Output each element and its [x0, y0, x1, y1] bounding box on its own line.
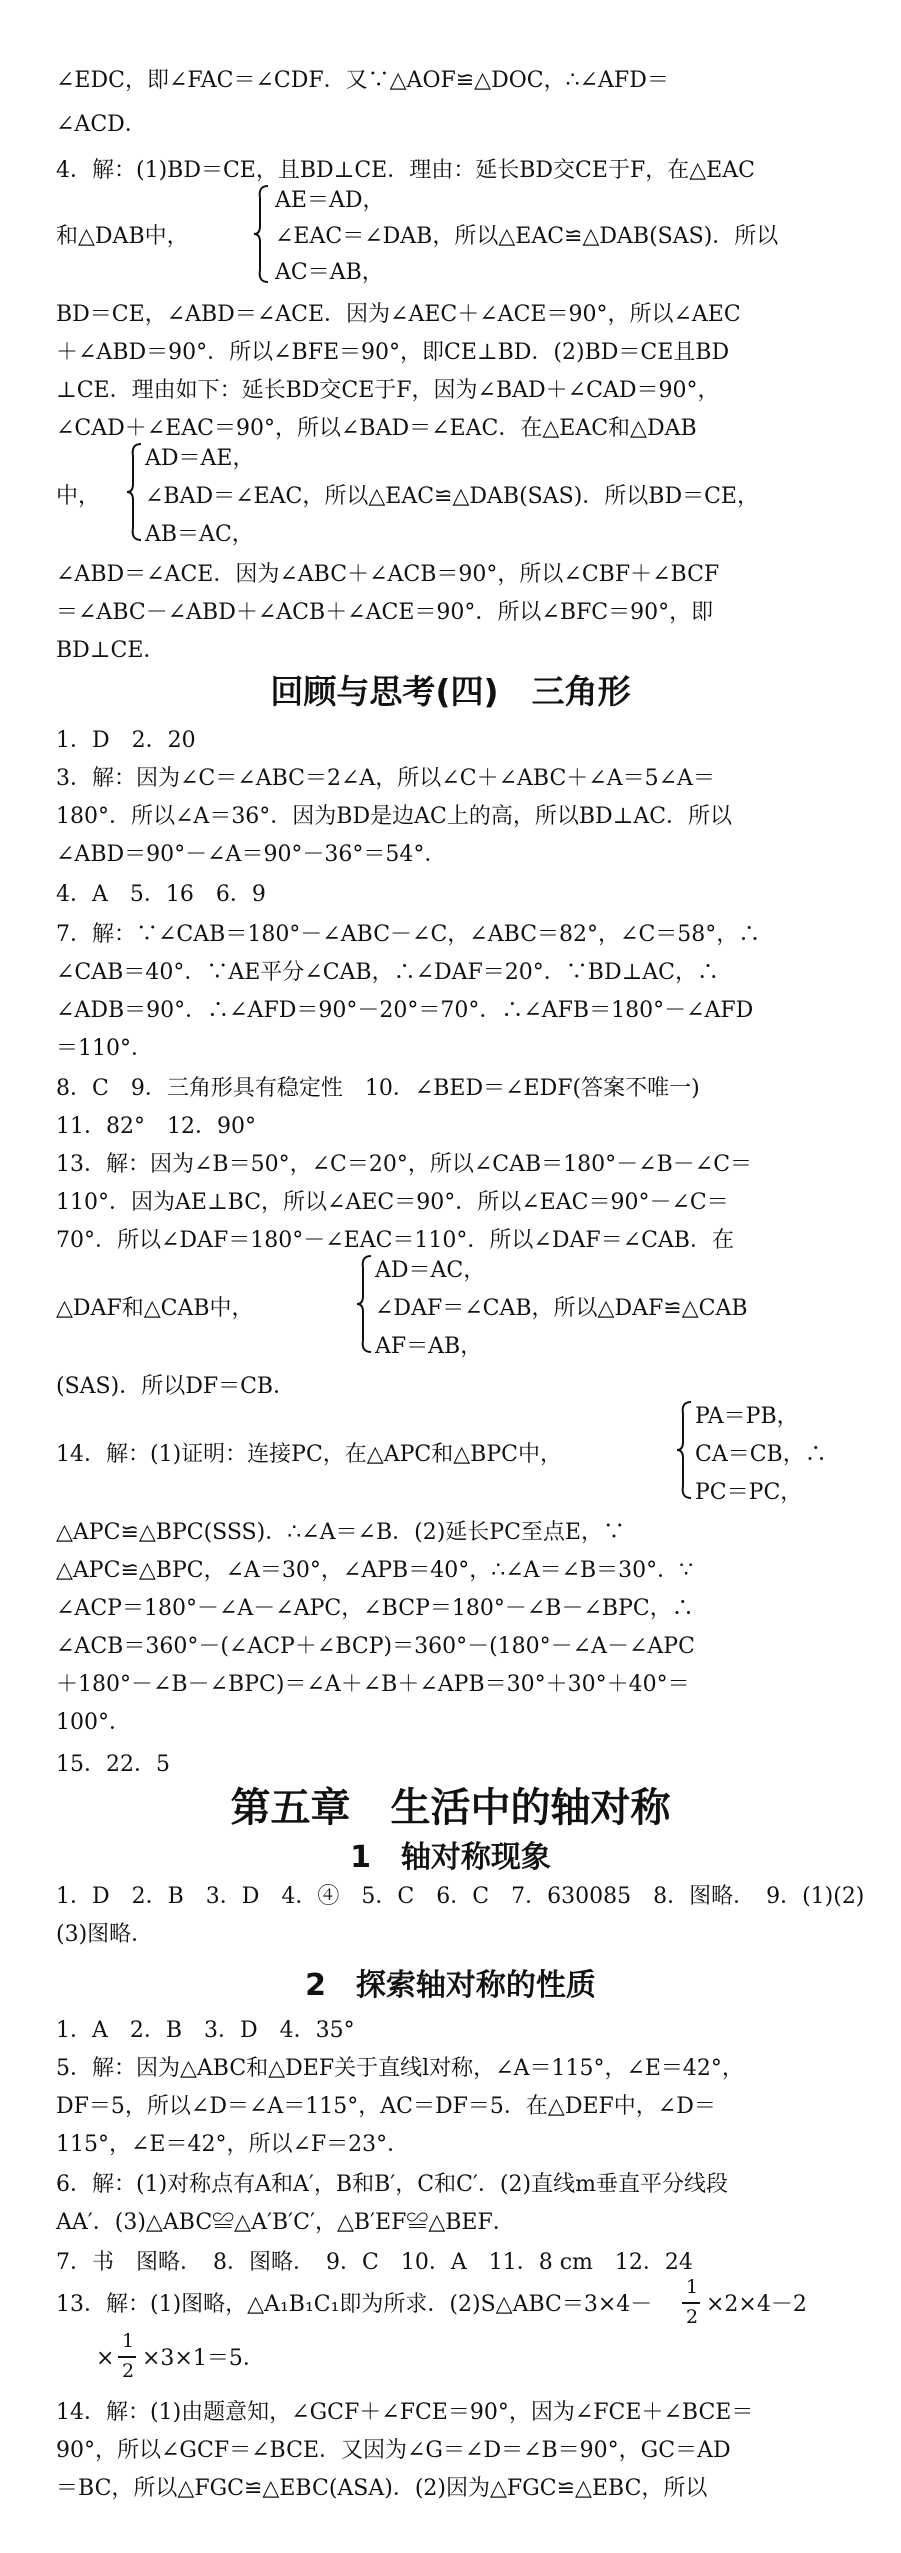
- text-line: 6．解：(1)对称点有A和A′，B和B′，C和C′．(2)直线m垂直平分线段: [56, 2172, 728, 2197]
- text-line: 15．22．5: [56, 1752, 170, 1777]
- text-line: (3)图略．: [56, 1922, 154, 1947]
- text-line: AE＝AD，: [275, 188, 385, 213]
- text-line: BD⊥CE．: [56, 638, 166, 663]
- text-line: 14．解：(1)证明：连接PC，在△APC和△BPC中，: [56, 1442, 562, 1467]
- text-line: ＋∠ABD＝90°．所以∠BFE＝90°，即CE⊥BD．(2)BD＝CE且BD: [56, 340, 730, 365]
- text-line: 90°，所以∠GCF＝∠BCE．又因为∠G＝∠D＝∠B＝90°，GC＝AD: [56, 2438, 731, 2463]
- section-heading: 回顾与思考(四) 三角形: [270, 672, 631, 711]
- text-line: 7．解：∵∠CAB＝180°－∠ABC－∠C，∠ABC＝82°，∠C＝58°，∴: [56, 922, 761, 947]
- text-line: CA＝CB，∴: [695, 1442, 827, 1467]
- text-line: AF＝AB，: [375, 1334, 483, 1359]
- text-line: △APC≌△BPC(SSS)．∴∠A＝∠B．(2)延长PC至点E，∵: [56, 1520, 625, 1545]
- text-line: ∠EDC，即∠FAC＝∠CDF．又∵△AOF≌△DOC，∴∠AFD＝: [56, 68, 669, 93]
- brace-icon: [125, 442, 145, 542]
- text-line: 3．解：因为∠C＝∠ABC＝2∠A，所以∠C＋∠ABC＋∠A＝5∠A＝: [56, 766, 715, 791]
- text-line: 中，: [56, 484, 101, 509]
- chapter-heading: 第五章 生活中的轴对称: [230, 1785, 671, 1831]
- text-line: ∠DAF＝∠CAB，所以△DAF≌△CAB: [375, 1296, 748, 1321]
- text-line: ∠EAC＝∠DAB，所以△EAC≌△DAB(SAS)．所以: [275, 224, 779, 249]
- text-line: PA＝PB，: [695, 1404, 799, 1429]
- section-heading: 2 探索轴对称的性质: [305, 1968, 596, 2003]
- text-line: ＋180°－∠B－∠BPC)＝∠A＋∠B＋∠APB＝30°＋30°＋40°＝: [56, 1672, 690, 1697]
- text-line: 115°，∠E＝42°，所以∠F＝23°．: [56, 2132, 410, 2157]
- text-line: AB＝AC，: [145, 522, 254, 547]
- fraction-numerator: 1: [122, 2330, 135, 2352]
- text-line: △APC≌△BPC，∠A＝30°，∠APB＝40°，∴∠A＝∠B＝30°．∵: [56, 1558, 694, 1583]
- text-line: 5．解：因为△ABC和△DEF关于直线l对称，∠A＝115°，∠E＝42°，: [56, 2056, 744, 2081]
- text-line: 8．C 9．三角形具有稳定性 10．∠BED＝∠EDF(答案不唯一): [56, 1076, 700, 1101]
- text-line: 13．解：(1)图略，△A₁B₁C₁即为所求．(2)S△ABC＝3×4－: [56, 2292, 653, 2317]
- text-line: 70°．所以∠DAF＝180°－∠EAC＝110°．所以∠DAF＝∠CAB．在: [56, 1228, 734, 1253]
- text-line: ∠ADB＝90°．∴∠AFD＝90°－20°＝70°．∴∠AFB＝180°－∠AFD: [56, 998, 754, 1023]
- text-line: ∠ABD＝∠ACE．因为∠ABC＋∠ACB＝90°，所以∠CBF＋∠BCF: [56, 562, 720, 587]
- fraction-numerator: 1: [686, 2276, 699, 2298]
- text-line: (SAS)．所以DF＝CB．: [56, 1374, 296, 1399]
- text-line: DF＝5，所以∠D＝∠A＝115°，AC＝DF＝5．在△DEF中，∠D＝: [56, 2094, 716, 2119]
- text-line: AA′．(3)△ABC≌△A′B′C′，△B′EF≌△BEF．: [56, 2210, 515, 2235]
- text-line: 13．解：因为∠B＝50°，∠C＝20°，所以∠CAB＝180°－∠B－∠C＝: [56, 1152, 753, 1177]
- text-line: PC＝PC，: [695, 1480, 803, 1505]
- text-line: 14．解：(1)由题意知，∠GCF＋∠FCE＝90°，因为∠FCE＋∠BCE＝: [56, 2400, 754, 2425]
- text-line: ⊥CE．理由如下：延长BD交CE于F，因为∠BAD＋∠CAD＝90°，: [56, 378, 720, 403]
- text-line: AD＝AE，: [145, 446, 255, 471]
- text-line: 180°．所以∠A＝36°．因为BD是边AC上的高，所以BD⊥AC．所以: [56, 804, 733, 829]
- text-line: 1．D 2．B 3．D 4．④ 5．C 6．C 7．630085 8．图略． 9．(1)(2): [56, 1884, 865, 1909]
- text-line: ×3×1＝5．: [142, 2346, 265, 2371]
- text-line: 11．82° 12．90°: [56, 1114, 256, 1139]
- text-line: ∠ACB＝360°－(∠ACP＋∠BCP)＝360°－(180°－∠A－∠APC: [56, 1634, 695, 1659]
- brace-icon: [355, 1254, 375, 1354]
- fraction-denominator: 2: [122, 2360, 135, 2382]
- brace-icon: [675, 1400, 695, 1500]
- text-line: ∠ACP＝180°－∠A－∠APC，∠BCP＝180°－∠B－∠BPC，∴: [56, 1596, 694, 1621]
- text-line: 1．A 2．B 3．D 4．35°: [56, 2018, 355, 2043]
- text-line: 110°．因为AE⊥BC，所以∠AEC＝90°．所以∠EAC＝90°－∠C＝: [56, 1190, 729, 1215]
- fraction-denominator: 2: [686, 2306, 699, 2328]
- text-line: ＝∠ABC－∠ABD＋∠ACB＋∠ACE＝90°．所以∠BFC＝90°，即: [56, 600, 714, 625]
- text-line: △DAF和△CAB中，: [56, 1296, 254, 1321]
- text-line: ∠ABD＝90°－∠A＝90°－36°＝54°．: [56, 842, 447, 867]
- text-line: ∠ACD．: [56, 112, 147, 137]
- text-line: ∠CAB＝40°．∵AE平分∠CAB，∴∠DAF＝20°．∵BD⊥AC，∴: [56, 960, 720, 985]
- brace-icon: [252, 184, 272, 284]
- text-line: AC＝AB，: [275, 260, 384, 285]
- text-line: ×2×4－2: [706, 2292, 807, 2317]
- text-line: AD＝AC，: [375, 1258, 486, 1283]
- text-line: ∠BAD＝∠EAC，所以△EAC≌△DAB(SAS)．所以BD＝CE，: [145, 484, 759, 509]
- text-line: BD＝CE，∠ABD＝∠ACE．因为∠AEC＋∠ACE＝90°，所以∠AEC: [56, 302, 741, 327]
- text-line: 和△DAB中，: [56, 224, 189, 249]
- text-line: 7．书 图略． 8．图略． 9．C 10．A 11．8 cm 12．24: [56, 2250, 693, 2275]
- text-line: 4．A 5．16 6．9: [56, 882, 266, 907]
- text-line: ∠CAD＋∠EAC＝90°，所以∠BAD＝∠EAC．在△EAC和△DAB: [56, 416, 697, 441]
- text-line: ＝110°．: [56, 1036, 153, 1061]
- text-line: 100°．: [56, 1710, 131, 1735]
- text-line: ＝BC，所以△FGC≌△EBC(ASA)．(2)因为△FGC≌△EBC，所以: [56, 2476, 708, 2501]
- section-heading: 1 轴对称现象: [350, 1840, 551, 1875]
- text-line: ×: [96, 2346, 115, 2371]
- text-line: 1．D 2．20: [56, 728, 196, 753]
- text-line: 4．解：(1)BD＝CE，且BD⊥CE．理由：延长BD交CE于F，在△EAC: [56, 158, 755, 183]
